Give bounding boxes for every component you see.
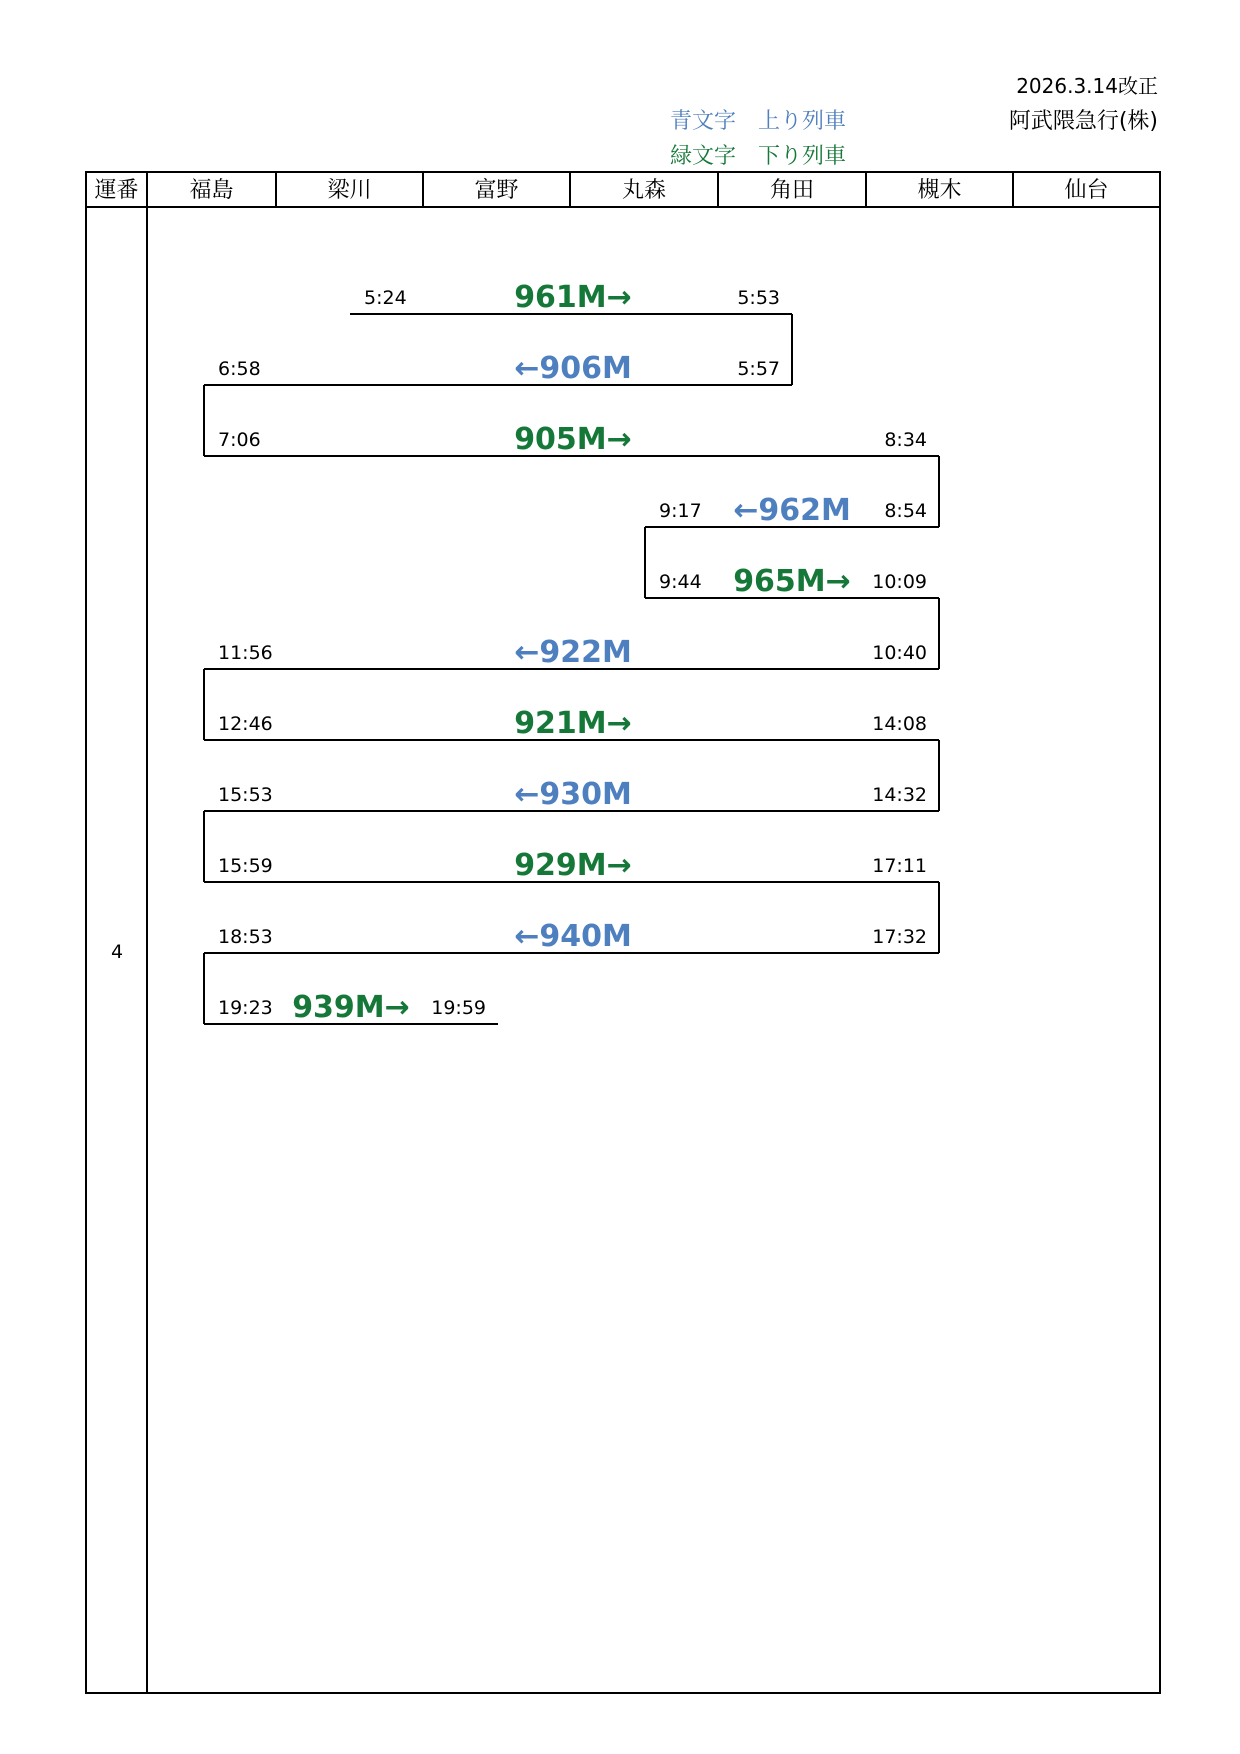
station-header: 富野	[474, 178, 519, 203]
legend-down-trains: 緑文字 下り列車	[670, 144, 847, 169]
train-number: 965M→	[733, 564, 851, 599]
train-number: 929M→	[514, 848, 632, 883]
time-label: 10:09	[872, 571, 927, 593]
train-number: ←922M	[514, 635, 632, 670]
train-number: ←930M	[514, 777, 632, 812]
time-label: 10:40	[872, 642, 927, 664]
run-number: 4	[110, 941, 124, 963]
station-header: 仙台	[1064, 178, 1109, 203]
time-label: 9:17	[659, 500, 702, 522]
time-label: 7:06	[218, 429, 261, 451]
station-header: 丸森	[621, 178, 667, 203]
revision-date: 2026.3.14改正	[1016, 74, 1158, 98]
time-label: 12:46	[218, 713, 273, 735]
time-label: 8:34	[884, 429, 927, 451]
train-number: 961M→	[514, 280, 632, 315]
train-number: ←940M	[514, 919, 632, 954]
time-label: 17:11	[872, 855, 927, 877]
time-label: 14:08	[872, 713, 927, 735]
station-header: 槻木	[917, 178, 962, 203]
train-number: ←906M	[514, 351, 632, 386]
train-number: 905M→	[514, 422, 632, 457]
train-number: 939M→	[292, 990, 410, 1025]
company-name: 阿武隈急行(株)	[1008, 109, 1158, 134]
time-label: 14:32	[872, 784, 927, 806]
station-header-row	[94, 178, 1108, 203]
time-label: 5:57	[737, 358, 780, 380]
station-header: 角田	[769, 178, 815, 203]
station-header: 福島	[189, 178, 234, 203]
train-number: ←962M	[733, 493, 851, 528]
time-label: 19:59	[431, 997, 486, 1019]
time-label: 5:53	[737, 287, 780, 309]
time-label: 18:53	[218, 926, 273, 948]
run-number-header: 運番	[94, 178, 139, 203]
time-label: 15:59	[218, 855, 273, 877]
time-label: 11:56	[218, 642, 273, 664]
station-header: 梁川	[327, 178, 372, 203]
train-number: 921M→	[514, 706, 632, 741]
time-label: 5:24	[364, 287, 407, 309]
train-legs	[204, 280, 939, 1025]
time-label: 6:58	[218, 358, 261, 380]
time-label: 9:44	[659, 571, 702, 593]
time-label: 15:53	[218, 784, 273, 806]
legend-up-trains: 青文字 上り列車	[670, 109, 847, 134]
time-label: 8:54	[884, 500, 927, 522]
time-label: 17:32	[872, 926, 927, 948]
time-label: 19:23	[218, 997, 273, 1019]
